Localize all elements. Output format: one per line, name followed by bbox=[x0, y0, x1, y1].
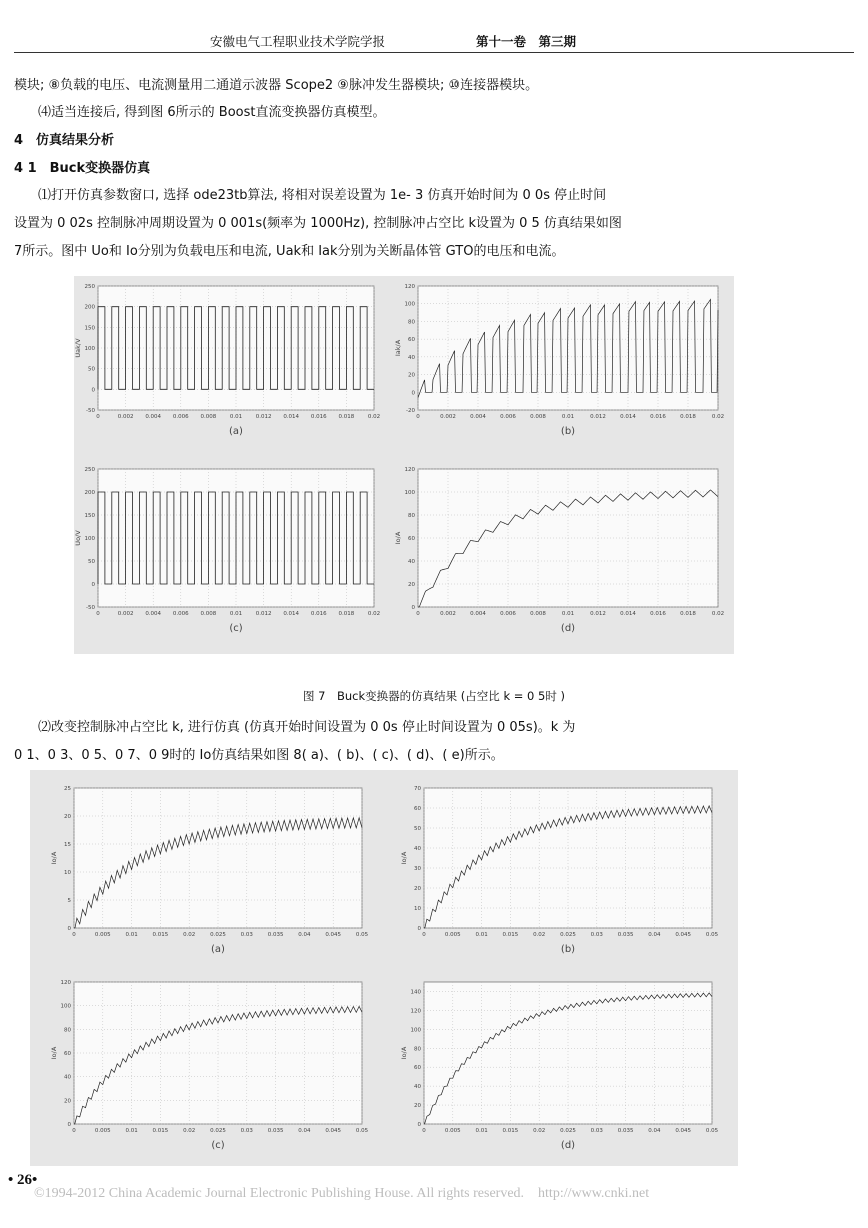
y-tick-label: 60 bbox=[414, 806, 421, 812]
y-tick-label: 200 bbox=[84, 304, 95, 311]
figure-7-plots bbox=[74, 276, 734, 654]
y-tick-label: 40 bbox=[408, 559, 415, 565]
y-tick-label: 100 bbox=[84, 346, 95, 352]
plot-fig7-2 bbox=[74, 467, 380, 634]
x-tick-label: 0.014 bbox=[620, 611, 636, 617]
x-tick-label: 0.01 bbox=[475, 932, 488, 938]
y-tick-label: 20 bbox=[414, 1103, 421, 1110]
x-tick-label: 0.02 bbox=[711, 414, 725, 420]
y-tick-label: 80 bbox=[414, 1046, 421, 1053]
y-tick-label: 25 bbox=[64, 786, 71, 792]
x-tick-label: 0.005 bbox=[94, 932, 111, 938]
x-tick-label: 0.016 bbox=[650, 414, 666, 420]
x-tick-label: 0.02 bbox=[711, 611, 725, 617]
panel-label: (c) bbox=[211, 1140, 225, 1151]
panel-label: (b) bbox=[560, 944, 576, 955]
x-tick-label: 0.045 bbox=[325, 932, 342, 938]
y-axis-label: Io/A bbox=[50, 1046, 58, 1060]
x-tick-label: 0.008 bbox=[530, 414, 546, 420]
x-tick-label: 0.04 bbox=[648, 932, 661, 938]
plot-fig8-0 bbox=[50, 786, 369, 955]
y-tick-label: 200 bbox=[84, 490, 95, 496]
y-tick-label: 20 bbox=[64, 1098, 71, 1105]
y-tick-label: 10 bbox=[64, 870, 71, 876]
y-tick-label: 140 bbox=[410, 989, 421, 996]
x-tick-label: 0.035 bbox=[267, 1128, 284, 1134]
y-tick-label: 60 bbox=[408, 536, 415, 542]
x-tick-label: 0.015 bbox=[152, 932, 169, 938]
x-tick-label: 0.04 bbox=[298, 932, 311, 938]
x-tick-label: 0.014 bbox=[283, 611, 300, 617]
paragraph-line: 模块; ⑧负载的电压、电流测量用二通道示波器 Scope2 ⑨脉冲发生器模块; ⑩连接器模块。 bbox=[14, 78, 539, 93]
x-tick-label: 0.025 bbox=[560, 932, 576, 938]
x-tick-label: 0.02 bbox=[533, 932, 546, 938]
x-tick-label: 0 bbox=[72, 1128, 76, 1134]
x-tick-label: 0.045 bbox=[675, 1128, 692, 1134]
x-tick-label: 0.01 bbox=[475, 1128, 488, 1134]
x-tick-label: 0.02 bbox=[183, 932, 196, 938]
y-tick-label: 70 bbox=[414, 786, 421, 792]
y-tick-label: 120 bbox=[410, 1008, 421, 1015]
x-tick-label: 0 bbox=[422, 1128, 426, 1134]
x-tick-label: 0.03 bbox=[590, 932, 603, 938]
x-tick-label: 0.04 bbox=[298, 1128, 311, 1134]
x-tick-label: 0.01 bbox=[125, 1128, 138, 1134]
x-tick-label: 0.004 bbox=[145, 414, 162, 420]
y-tick-label: 5 bbox=[67, 898, 71, 904]
x-tick-label: 0.015 bbox=[152, 1128, 169, 1134]
x-tick-label: 0.015 bbox=[502, 932, 519, 938]
y-tick-label: 100 bbox=[60, 1003, 71, 1010]
x-tick-label: 0 bbox=[96, 414, 100, 420]
figure-7-caption: 图 7 Buck变换器的仿真结果 (占空比 k = 0 5时 ) bbox=[303, 689, 565, 703]
x-tick-label: 0.002 bbox=[117, 611, 134, 617]
issue-info: 第十一卷 第三期 bbox=[476, 34, 577, 49]
x-tick-label: 0.03 bbox=[240, 1128, 253, 1134]
plot-fig7-1 bbox=[394, 284, 724, 437]
x-tick-label: 0.005 bbox=[444, 932, 461, 938]
figure-8-plots bbox=[30, 770, 738, 1166]
y-tick-label: 60 bbox=[414, 1065, 421, 1072]
x-tick-label: 0 bbox=[416, 414, 420, 420]
y-tick-label: 0 bbox=[411, 390, 415, 397]
y-tick-label: 40 bbox=[64, 1074, 71, 1081]
y-tick-label: 50 bbox=[414, 826, 421, 832]
x-tick-label: 0.01 bbox=[229, 414, 243, 420]
series-line bbox=[98, 307, 374, 390]
y-tick-label: 40 bbox=[414, 846, 421, 852]
y-tick-label: 250 bbox=[84, 467, 95, 473]
x-tick-label: 0.016 bbox=[310, 414, 327, 420]
y-tick-label: 0 bbox=[417, 926, 421, 932]
y-tick-label: 0 bbox=[91, 387, 95, 394]
y-tick-label: 40 bbox=[414, 1084, 421, 1091]
figure-8 bbox=[30, 770, 738, 1166]
copyright-notice: ©1994-2012 China Academic Journal Electronic Publishing House. All rights reserved. http://www.cnki.net bbox=[34, 1186, 650, 1201]
plot-fig7-3 bbox=[394, 467, 724, 634]
y-tick-label: 0 bbox=[67, 926, 71, 932]
x-tick-label: 0.035 bbox=[617, 932, 634, 938]
x-tick-label: 0.012 bbox=[590, 611, 606, 617]
y-axis-label: Uo/V bbox=[74, 530, 82, 546]
x-tick-label: 0.03 bbox=[590, 1128, 603, 1134]
y-tick-label: -20 bbox=[406, 408, 415, 414]
x-tick-label: 0.016 bbox=[310, 611, 327, 617]
x-tick-label: 0.04 bbox=[648, 1128, 661, 1134]
y-axis-label: Io/A bbox=[400, 1046, 408, 1060]
y-axis-label: Iak/A bbox=[394, 339, 402, 357]
y-tick-label: -50 bbox=[86, 408, 95, 414]
x-tick-label: 0.01 bbox=[561, 611, 575, 617]
x-tick-label: 0.025 bbox=[210, 1128, 226, 1134]
panel-label: (c) bbox=[229, 623, 243, 634]
y-tick-label: 100 bbox=[404, 490, 415, 496]
y-tick-label: 120 bbox=[404, 284, 415, 290]
panel-label: (b) bbox=[560, 426, 576, 437]
x-tick-label: 0.035 bbox=[267, 932, 284, 938]
panel-label: (a) bbox=[229, 426, 243, 437]
y-tick-label: 0 bbox=[417, 1122, 421, 1128]
y-tick-label: 100 bbox=[84, 536, 95, 542]
y-tick-label: 0 bbox=[91, 582, 95, 588]
x-tick-label: 0.012 bbox=[255, 611, 272, 617]
x-tick-label: 0.012 bbox=[255, 414, 272, 420]
y-tick-label: 40 bbox=[408, 354, 415, 361]
y-tick-label: 150 bbox=[84, 513, 95, 519]
x-tick-label: 0.025 bbox=[560, 1128, 576, 1134]
y-tick-label: 60 bbox=[408, 337, 415, 344]
y-tick-label: 150 bbox=[84, 325, 95, 332]
plot-fig8-2 bbox=[50, 980, 369, 1151]
y-tick-label: 0 bbox=[67, 1122, 71, 1128]
x-tick-label: 0.01 bbox=[561, 414, 575, 420]
y-tick-label: 50 bbox=[88, 366, 95, 373]
y-tick-label: 250 bbox=[84, 284, 95, 290]
y-tick-label: 120 bbox=[60, 980, 71, 986]
y-tick-label: 0 bbox=[411, 605, 415, 611]
x-tick-label: 0.02 bbox=[367, 611, 381, 617]
x-tick-label: 0.01 bbox=[229, 611, 243, 617]
x-tick-label: 0.02 bbox=[367, 414, 381, 420]
figure-7 bbox=[74, 276, 734, 654]
x-tick-label: 0.03 bbox=[240, 932, 253, 938]
x-tick-label: 0.004 bbox=[470, 611, 486, 617]
y-tick-label: 15 bbox=[64, 842, 71, 848]
x-tick-label: 0.008 bbox=[200, 414, 217, 420]
panel-label: (a) bbox=[211, 944, 225, 955]
paragraph-line: ⑷适当连接后, 得到图 6所示的 Boost直流变换器仿真模型。 bbox=[38, 105, 386, 120]
y-tick-label: 30 bbox=[414, 866, 421, 872]
y-tick-label: 20 bbox=[64, 814, 71, 820]
x-tick-label: 0.05 bbox=[705, 932, 719, 938]
x-tick-label: 0.014 bbox=[283, 414, 300, 420]
x-tick-label: 0.05 bbox=[355, 932, 369, 938]
x-tick-label: 0 bbox=[72, 932, 76, 938]
paragraph-line: 设置为 0 02s 控制脉冲周期设置为 0 001s(频率为 1000Hz), 控制脉冲占空比 k设置为 0 5 仿真结果如图 bbox=[14, 216, 622, 231]
x-tick-label: 0.02 bbox=[533, 1128, 546, 1134]
x-tick-label: 0 bbox=[422, 932, 426, 938]
x-tick-label: 0.008 bbox=[200, 611, 217, 617]
y-tick-label: 60 bbox=[64, 1051, 71, 1057]
paragraph-line: 0 1、0 3、0 5、0 7、0 9时的 Io仿真结果如图 8( a)、( b)、( c)、( d)、( e)所示。 bbox=[14, 748, 504, 763]
x-tick-label: 0.004 bbox=[470, 414, 486, 420]
x-tick-label: 0.05 bbox=[705, 1128, 719, 1134]
subsection-heading: 4 1 Buck变换器仿真 bbox=[14, 161, 151, 176]
x-tick-label: 0.006 bbox=[500, 414, 516, 420]
y-tick-label: 20 bbox=[408, 372, 415, 379]
running-header bbox=[14, 30, 854, 53]
x-tick-label: 0.006 bbox=[172, 414, 189, 420]
panel-label: (d) bbox=[560, 623, 576, 634]
y-tick-label: 80 bbox=[408, 513, 415, 519]
paragraph-line: ⑵改变控制脉冲占空比 k, 进行仿真 (仿真开始时间设置为 0 0s 停止时间设置为 0 05s)。k 为 bbox=[38, 720, 576, 735]
x-tick-label: 0.045 bbox=[325, 1128, 342, 1134]
panel-label: (d) bbox=[560, 1140, 576, 1151]
y-tick-label: 20 bbox=[414, 886, 421, 892]
x-tick-label: 0.045 bbox=[675, 932, 692, 938]
x-tick-label: 0.018 bbox=[680, 414, 696, 420]
x-tick-label: 0.006 bbox=[500, 611, 516, 617]
x-tick-label: 0.005 bbox=[94, 1128, 111, 1134]
plot-fig8-3 bbox=[400, 982, 719, 1151]
x-tick-label: 0.006 bbox=[172, 611, 189, 617]
x-tick-label: 0.035 bbox=[617, 1128, 634, 1134]
plot-fig7-0 bbox=[74, 284, 380, 437]
x-tick-label: 0.018 bbox=[338, 414, 355, 420]
x-tick-label: 0.016 bbox=[650, 611, 666, 617]
x-tick-label: 0.025 bbox=[210, 932, 226, 938]
x-tick-label: 0.005 bbox=[444, 1128, 461, 1134]
y-tick-label: 100 bbox=[410, 1027, 421, 1034]
x-tick-label: 0.002 bbox=[440, 414, 456, 420]
x-tick-label: 0.02 bbox=[183, 1128, 196, 1134]
x-tick-label: 0.008 bbox=[530, 611, 546, 617]
x-tick-label: 0.015 bbox=[502, 1128, 519, 1134]
x-tick-label: 0.018 bbox=[338, 611, 355, 617]
y-tick-label: -50 bbox=[86, 605, 95, 611]
series-line bbox=[98, 492, 374, 584]
plot-fig8-1 bbox=[400, 786, 719, 955]
x-tick-label: 0.014 bbox=[620, 414, 636, 420]
y-axis-label: Uak/V bbox=[74, 338, 82, 358]
y-axis-label: Io/A bbox=[394, 531, 402, 545]
y-tick-label: 100 bbox=[404, 301, 415, 308]
x-tick-label: 0 bbox=[416, 611, 420, 617]
y-tick-label: 80 bbox=[408, 319, 415, 326]
y-tick-label: 50 bbox=[88, 559, 95, 565]
y-axis-label: Io/A bbox=[400, 851, 408, 865]
y-tick-label: 20 bbox=[408, 582, 415, 588]
x-tick-label: 0.004 bbox=[145, 611, 162, 617]
paragraph-line: 7所示。图中 Uo和 Io分别为负载电压和电流, Uak和 Iak分别为关断晶体管 GTO的电压和电流。 bbox=[14, 244, 565, 259]
y-tick-label: 10 bbox=[414, 906, 421, 912]
x-tick-label: 0 bbox=[96, 611, 100, 617]
paragraph-line: ⑴打开仿真参数窗口, 选择 ode23tb算法, 将相对误差设置为 1e- 3 仿真开始时间为 0 0s 停止时间 bbox=[38, 188, 607, 203]
x-tick-label: 0.05 bbox=[355, 1128, 369, 1134]
y-axis-label: Io/A bbox=[50, 851, 58, 865]
x-tick-label: 0.012 bbox=[590, 414, 606, 420]
page-number: • 26• bbox=[8, 1172, 38, 1188]
x-tick-label: 0.002 bbox=[440, 611, 456, 617]
x-tick-label: 0.01 bbox=[125, 932, 138, 938]
journal-name: 安徽电气工程职业技术学院学报 bbox=[210, 34, 386, 49]
y-tick-label: 80 bbox=[64, 1027, 71, 1034]
x-tick-label: 0.018 bbox=[680, 611, 696, 617]
section-heading: 4 仿真结果分析 bbox=[14, 133, 115, 148]
x-tick-label: 0.002 bbox=[117, 414, 134, 420]
y-tick-label: 120 bbox=[404, 467, 415, 473]
